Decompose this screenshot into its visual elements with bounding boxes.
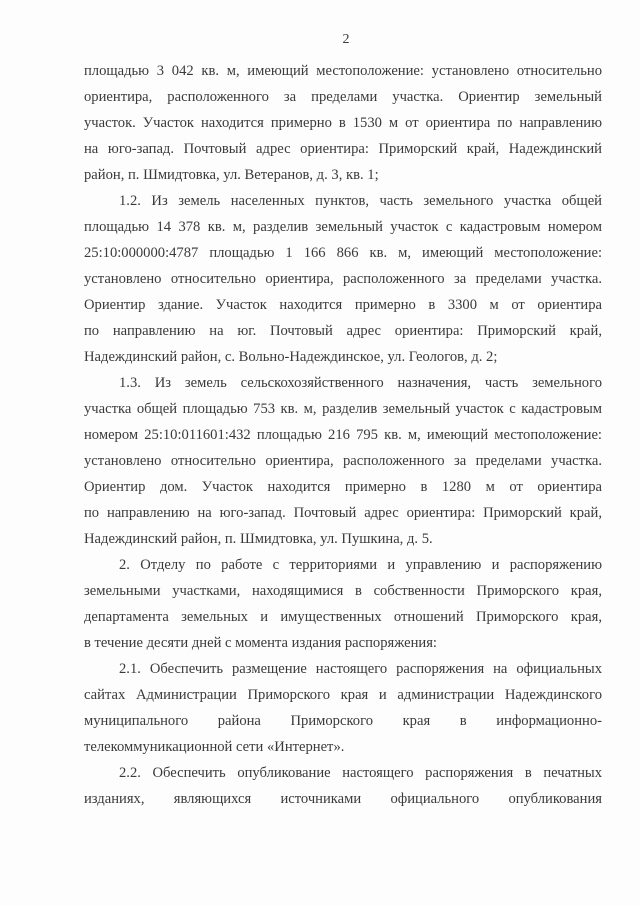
text-line: департамента земельных и имущественных отношений Приморского края,: [84, 609, 602, 625]
text-line: район, п. Шмидтовка, ул. Ветеранов, д. 3, кв. 1;: [84, 167, 379, 183]
text-line: в течение десяти дней с момента издания распоряжения:: [84, 635, 437, 651]
text-line: по направлению на юго-запад. Почтовый адрес ориентира: Приморский край,: [84, 505, 602, 521]
text-line: изданиях, являющихся источниками официального опубликования: [84, 791, 602, 807]
text-line: по направлению на юг. Почтовый адрес ориентира: Приморский край,: [84, 323, 602, 339]
text-line: Надеждинский район, п. Шмидтовка, ул. Пушкина, д. 5.: [84, 531, 433, 547]
text-line: телекоммуникационной сети «Интернет».: [84, 739, 345, 755]
text-line: 1.3. Из земель сельскохозяйственного назначения, часть земельного: [119, 375, 602, 391]
text-line: площадью 3 042 кв. м, имеющий местоположение: установлено относительно: [84, 63, 602, 79]
text-line: сайтах Администрации Приморского края и администрации Надеждинского: [84, 687, 602, 703]
text-line: 2.1. Обеспечить размещение настоящего распоряжения на официальных: [119, 661, 602, 677]
text-line: Ориентир дом. Участок находится примерно в 1280 м от ориентира: [84, 479, 602, 495]
text-line: участок. Участок находится примерно в 1530 м от ориентира по направлению: [84, 115, 602, 131]
text-line: Надеждинский район, с. Вольно-Надеждинское, ул. Геологов, д. 2;: [84, 349, 498, 365]
text-line: на юго-запад. Почтовый адрес ориентира: Приморский край, Надеждинский: [84, 141, 602, 157]
text-line: установлено относительно ориентира, расположенного за пределами участка.: [84, 453, 602, 469]
text-line: участка общей площадью 753 кв. м, разделив земельный участок с кадастровым: [84, 401, 602, 417]
text-line: 2.2. Обеспечить опубликование настоящего распоряжения в печатных: [119, 765, 602, 781]
text-line: установлено относительно ориентира, расположенного за пределами участка.: [84, 271, 602, 287]
page-number: 2: [342, 32, 350, 47]
text-line: муниципального района Приморского края в информационно-: [84, 713, 602, 729]
text-line: 25:10:000000:4787 площадью 1 166 866 кв. м, имеющий местоположение:: [84, 245, 602, 261]
text-line: площадью 14 378 кв. м, разделив земельный участок с кадастровым номером: [84, 219, 602, 235]
text-line: Ориентир здание. Участок находится примерно в 3300 м от ориентира: [84, 297, 602, 313]
text-line: номером 25:10:011601:432 площадью 216 795 кв. м, имеющий местоположение:: [84, 427, 602, 443]
text-line: земельными участками, находящимися в собственности Приморского края,: [84, 583, 602, 599]
text-line: ориентира, расположенного за пределами участка. Ориентир земельный: [84, 89, 602, 105]
text-line: 2. Отделу по работе с территориями и управлению и распоряжению: [119, 557, 602, 573]
text-line: 1.2. Из земель населенных пунктов, часть земельного участка общей: [119, 193, 602, 209]
